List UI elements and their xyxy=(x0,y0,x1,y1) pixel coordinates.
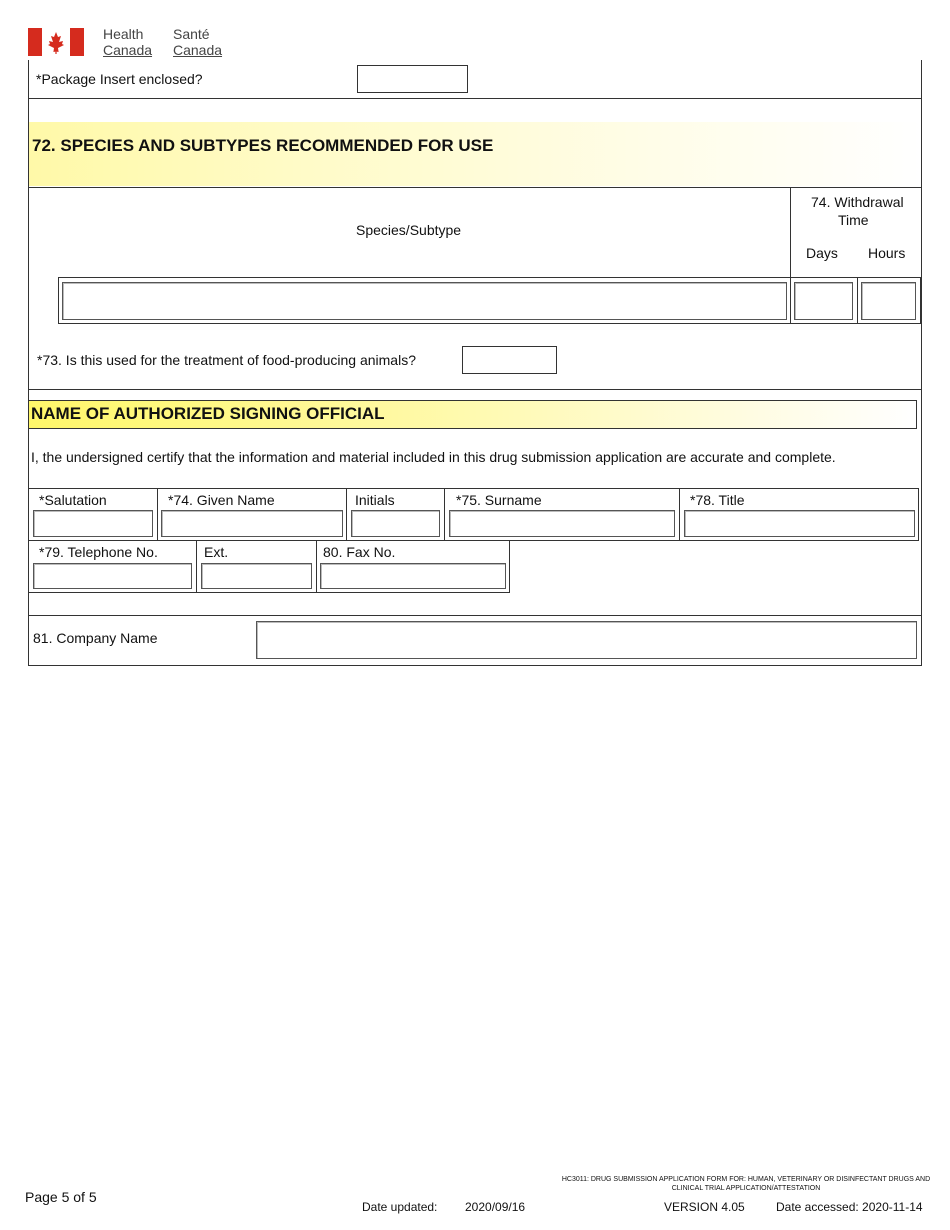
species-subtype-input[interactable] xyxy=(62,282,787,320)
hours-column-header: Hours xyxy=(868,245,906,261)
divider xyxy=(28,389,921,390)
divider xyxy=(28,98,921,99)
divider xyxy=(790,187,791,277)
form-right-border xyxy=(921,60,922,666)
version: VERSION 4.05 xyxy=(664,1200,745,1214)
divider xyxy=(790,277,791,324)
divider xyxy=(28,615,921,616)
section72-header xyxy=(29,122,921,186)
package-insert-select[interactable] xyxy=(357,65,468,93)
divider xyxy=(28,187,921,188)
ext-input[interactable] xyxy=(201,563,312,589)
withdrawal-column-header-line2: Time xyxy=(838,212,869,228)
page-number: Page 5 of 5 xyxy=(25,1189,97,1205)
dept-fr-line2: Canada xyxy=(173,42,223,58)
title-input[interactable] xyxy=(684,510,915,537)
divider xyxy=(857,277,858,324)
date-accessed: Date accessed: 2020-11-14 xyxy=(776,1200,923,1214)
withdrawal-days-input[interactable] xyxy=(794,282,853,320)
initials-label: Initials xyxy=(355,492,395,508)
salutation-label: *Salutation xyxy=(39,492,107,508)
q73-label: *73. Is this used for the treatment of food-producing animals? xyxy=(37,352,416,368)
form-title-line2: CLINICAL TRIAL APPLICATION/ATTESTATION xyxy=(671,1185,821,1192)
dept-en-line2: Canada xyxy=(103,42,153,58)
q73-select[interactable] xyxy=(462,346,557,374)
divider xyxy=(444,488,445,541)
company-name-label: 81. Company Name xyxy=(33,630,158,646)
divider xyxy=(157,488,158,541)
telephone-input[interactable] xyxy=(33,563,192,589)
signing-section-title: NAME OF AUTHORIZED SIGNING OFFICIAL xyxy=(31,404,385,423)
date-updated-value: 2020/09/16 xyxy=(465,1200,526,1214)
header xyxy=(28,24,258,58)
divider xyxy=(679,488,680,541)
divider xyxy=(196,541,197,593)
withdrawal-column-header-line1: 74. Withdrawal xyxy=(811,194,904,210)
title-label: *78. Title xyxy=(690,492,745,508)
canada-flag-icon xyxy=(28,28,84,56)
divider xyxy=(28,665,921,666)
ext-label: Ext. xyxy=(204,544,229,560)
divider xyxy=(316,541,317,593)
company-name-input[interactable] xyxy=(256,621,917,659)
dept-fr-line1: Santé xyxy=(173,26,210,42)
divider xyxy=(346,488,347,541)
signing-section-header xyxy=(28,400,917,429)
withdrawal-hours-input[interactable] xyxy=(861,282,916,320)
species-column-header: Species/Subtype xyxy=(356,222,462,238)
surname-label: *75. Surname xyxy=(456,492,542,508)
telephone-label: *79. Telephone No. xyxy=(39,544,158,560)
salutation-input[interactable] xyxy=(33,510,153,537)
given-name-label: *74. Given Name xyxy=(168,492,275,508)
initials-input[interactable] xyxy=(351,510,440,537)
fax-input[interactable] xyxy=(320,563,506,589)
form-title xyxy=(560,1175,932,1193)
dept-en-line1: Health xyxy=(103,26,144,42)
given-name-input[interactable] xyxy=(161,510,343,537)
package-insert-label: *Package Insert enclosed? xyxy=(36,71,203,87)
form-title-line1: HC3011: DRUG SUBMISSION APPLICATION FORM FOR: HUMAN, VETERINARY OR DISINFECTANT DRUGS AND xyxy=(561,1176,931,1183)
certify-statement: I, the undersigned certify that the information and material included in this drug submission application are accurate and complete. xyxy=(31,449,836,465)
section72-title: 72. SPECIES AND SUBTYPES RECOMMENDED FOR USE xyxy=(32,136,494,155)
fax-label: 80. Fax No. xyxy=(323,544,396,560)
days-column-header: Days xyxy=(806,245,838,261)
surname-input[interactable] xyxy=(449,510,675,537)
date-updated-label: Date updated: xyxy=(362,1200,438,1214)
